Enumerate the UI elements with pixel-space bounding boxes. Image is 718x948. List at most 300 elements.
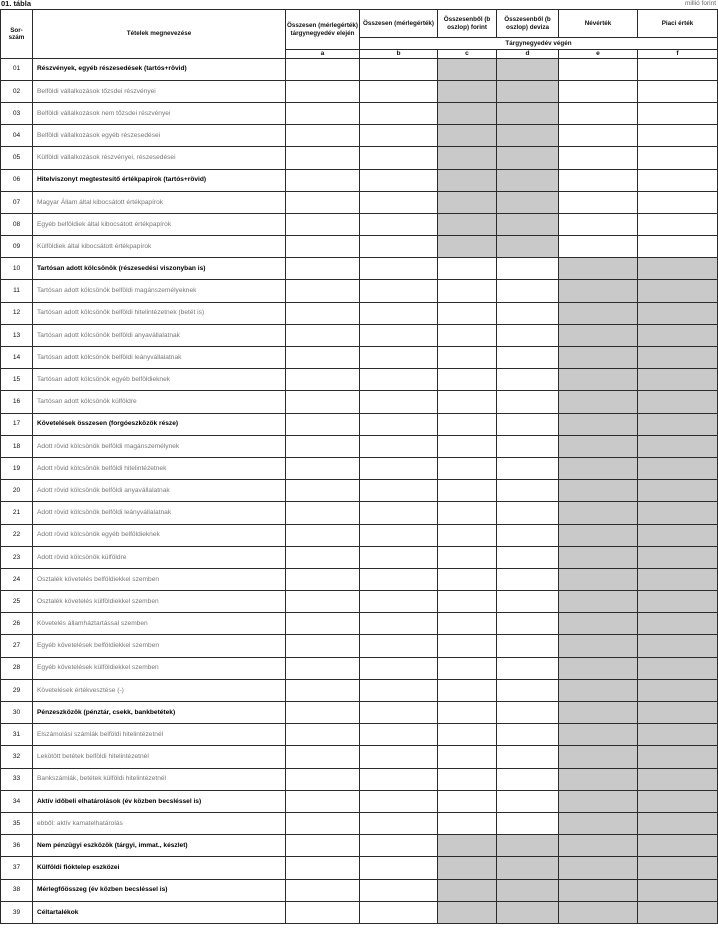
input-cell-e[interactable]	[559, 102, 638, 124]
shaded-cell-c	[438, 102, 497, 124]
input-cell-d[interactable]	[497, 679, 559, 701]
row-label: Tartósan adott kölcsönök egyéb belföldieknek	[33, 369, 286, 391]
table-row	[1, 835, 718, 857]
table-row	[1, 169, 718, 191]
table-row	[1, 857, 718, 879]
input-cell-a[interactable]	[286, 613, 360, 635]
input-cell-b[interactable]	[360, 347, 438, 369]
table-row	[1, 280, 718, 302]
table-row	[1, 457, 718, 479]
letter-a: a	[286, 50, 360, 59]
shaded-cell-f	[638, 857, 718, 879]
shaded-cell-e	[559, 369, 638, 391]
shaded-cell-d	[497, 857, 559, 879]
input-cell-a[interactable]	[286, 568, 360, 590]
table-id: 01. tábla	[1, 0, 32, 8]
input-cell-b[interactable]	[360, 413, 438, 435]
table-row	[1, 147, 718, 169]
shaded-cell-d	[497, 236, 559, 258]
row-number: 34	[1, 790, 33, 812]
input-cell-b[interactable]	[360, 258, 438, 280]
row-number: 03	[1, 102, 33, 124]
input-cell-b[interactable]	[360, 213, 438, 235]
input-cell-d[interactable]	[497, 591, 559, 613]
input-cell-c[interactable]	[438, 702, 497, 724]
input-cell-c[interactable]	[438, 546, 497, 568]
input-cell-d[interactable]	[497, 568, 559, 590]
input-cell-d[interactable]	[497, 812, 559, 834]
shaded-cell-d	[497, 169, 559, 191]
shaded-cell-f	[638, 724, 718, 746]
row-number: 29	[1, 679, 33, 701]
input-cell-a[interactable]	[286, 901, 360, 923]
letter-f: f	[638, 50, 718, 59]
shaded-cell-d	[497, 901, 559, 923]
input-cell-a[interactable]	[286, 102, 360, 124]
row-number: 33	[1, 768, 33, 790]
input-cell-c[interactable]	[438, 435, 497, 457]
shaded-cell-f	[638, 391, 718, 413]
input-cell-b[interactable]	[360, 768, 438, 790]
input-cell-d[interactable]	[497, 480, 559, 502]
input-cell-c[interactable]	[438, 302, 497, 324]
input-cell-a[interactable]	[286, 58, 360, 80]
row-label: Követelések értékvesztése (-)	[33, 679, 286, 701]
input-cell-b[interactable]	[360, 591, 438, 613]
shaded-cell-c	[438, 901, 497, 923]
shaded-cell-e	[559, 435, 638, 457]
input-cell-e[interactable]	[559, 125, 638, 147]
table-row	[1, 369, 718, 391]
row-number: 32	[1, 746, 33, 768]
input-cell-a[interactable]	[286, 391, 360, 413]
table-row	[1, 591, 718, 613]
input-cell-c[interactable]	[438, 613, 497, 635]
input-cell-d[interactable]	[497, 635, 559, 657]
input-cell-a[interactable]	[286, 835, 360, 857]
table-row	[1, 812, 718, 834]
input-cell-e[interactable]	[559, 147, 638, 169]
shaded-cell-c	[438, 879, 497, 901]
row-label: Tartósan adott kölcsönök (részesedési viszonyban is)	[33, 258, 286, 280]
input-cell-a[interactable]	[286, 125, 360, 147]
input-cell-d[interactable]	[497, 502, 559, 524]
shaded-cell-e	[559, 258, 638, 280]
shaded-cell-e	[559, 812, 638, 834]
shaded-cell-c	[438, 58, 497, 80]
table-row	[1, 657, 718, 679]
row-label: Osztalék követelés belföldiekkel szemben	[33, 568, 286, 590]
table-row	[1, 435, 718, 457]
input-cell-a[interactable]	[286, 480, 360, 502]
table-row	[1, 480, 718, 502]
table-row	[1, 613, 718, 635]
shaded-cell-e	[559, 790, 638, 812]
input-cell-e[interactable]	[559, 191, 638, 213]
input-cell-a[interactable]	[286, 546, 360, 568]
row-number: 17	[1, 413, 33, 435]
input-cell-b[interactable]	[360, 102, 438, 124]
input-cell-a[interactable]	[286, 435, 360, 457]
input-cell-b[interactable]	[360, 857, 438, 879]
input-cell-a[interactable]	[286, 147, 360, 169]
shaded-cell-e	[559, 457, 638, 479]
shaded-cell-d	[497, 191, 559, 213]
input-cell-c[interactable]	[438, 391, 497, 413]
row-label: Magyar Állam által kibocsátott értékpapírok	[33, 191, 286, 213]
input-cell-f[interactable]	[638, 213, 718, 235]
input-cell-a[interactable]	[286, 324, 360, 346]
input-cell-a[interactable]	[286, 191, 360, 213]
table-body	[1, 58, 718, 923]
input-cell-e[interactable]	[559, 169, 638, 191]
input-cell-d[interactable]	[497, 347, 559, 369]
input-cell-c[interactable]	[438, 480, 497, 502]
letter-d: d	[497, 50, 559, 59]
row-number: 31	[1, 724, 33, 746]
input-cell-a[interactable]	[286, 502, 360, 524]
table-row	[1, 768, 718, 790]
row-number: 01	[1, 58, 33, 80]
input-cell-b[interactable]	[360, 546, 438, 568]
row-number: 15	[1, 369, 33, 391]
row-number: 22	[1, 524, 33, 546]
shaded-cell-f	[638, 347, 718, 369]
shaded-cell-f	[638, 790, 718, 812]
input-cell-d[interactable]	[497, 457, 559, 479]
shaded-cell-f	[638, 768, 718, 790]
row-number: 14	[1, 347, 33, 369]
input-cell-b[interactable]	[360, 80, 438, 102]
row-number: 23	[1, 546, 33, 568]
table-row	[1, 568, 718, 590]
row-label: Adott rövid kölcsönök külföldre	[33, 546, 286, 568]
input-cell-b[interactable]	[360, 613, 438, 635]
shaded-cell-c	[438, 191, 497, 213]
row-number: 12	[1, 302, 33, 324]
input-cell-d[interactable]	[497, 413, 559, 435]
input-cell-d[interactable]	[497, 302, 559, 324]
input-cell-c[interactable]	[438, 768, 497, 790]
input-cell-b[interactable]	[360, 480, 438, 502]
shaded-cell-f	[638, 679, 718, 701]
input-cell-a[interactable]	[286, 524, 360, 546]
table-row	[1, 702, 718, 724]
input-cell-e[interactable]	[559, 213, 638, 235]
input-cell-c[interactable]	[438, 457, 497, 479]
header-tetelek: Tételek megnevezése	[33, 10, 286, 59]
input-cell-e[interactable]	[559, 80, 638, 102]
input-cell-b[interactable]	[360, 391, 438, 413]
input-cell-d[interactable]	[497, 369, 559, 391]
row-number: 25	[1, 591, 33, 613]
row-label: Belföldi vállalkozások nem tőzsdei részvényei	[33, 102, 286, 124]
input-cell-c[interactable]	[438, 746, 497, 768]
shaded-cell-f	[638, 435, 718, 457]
input-cell-d[interactable]	[497, 790, 559, 812]
row-number: 30	[1, 702, 33, 724]
input-cell-a[interactable]	[286, 702, 360, 724]
input-cell-b[interactable]	[360, 524, 438, 546]
header-col-b: Összesen (mérlegérték)	[360, 10, 438, 38]
input-cell-a[interactable]	[286, 258, 360, 280]
input-cell-a[interactable]	[286, 879, 360, 901]
input-cell-a[interactable]	[286, 790, 360, 812]
input-cell-d[interactable]	[497, 657, 559, 679]
table-row	[1, 258, 718, 280]
row-label: Belföldi vállalkozások egyéb részesedései	[33, 125, 286, 147]
input-cell-a[interactable]	[286, 679, 360, 701]
input-cell-a[interactable]	[286, 857, 360, 879]
input-cell-c[interactable]	[438, 724, 497, 746]
input-cell-a[interactable]	[286, 280, 360, 302]
input-cell-f[interactable]	[638, 236, 718, 258]
input-cell-f[interactable]	[638, 125, 718, 147]
input-cell-c[interactable]	[438, 502, 497, 524]
input-cell-c[interactable]	[438, 324, 497, 346]
row-number: 09	[1, 236, 33, 258]
table-row	[1, 236, 718, 258]
input-cell-d[interactable]	[497, 613, 559, 635]
table-row	[1, 213, 718, 235]
input-cell-b[interactable]	[360, 191, 438, 213]
input-cell-a[interactable]	[286, 657, 360, 679]
input-cell-c[interactable]	[438, 679, 497, 701]
shaded-cell-f	[638, 879, 718, 901]
row-label: Mérlegfőösszeg (év közben becsléssel is)	[33, 879, 286, 901]
letter-c: c	[438, 50, 497, 59]
row-label: Bankszámlák, betétek külföldi hitelintézetnél	[33, 768, 286, 790]
shaded-cell-e	[559, 413, 638, 435]
input-cell-a[interactable]	[286, 302, 360, 324]
input-cell-b[interactable]	[360, 302, 438, 324]
row-number: 20	[1, 480, 33, 502]
input-cell-b[interactable]	[360, 746, 438, 768]
shaded-cell-e	[559, 591, 638, 613]
input-cell-a[interactable]	[286, 635, 360, 657]
input-cell-f[interactable]	[638, 147, 718, 169]
input-cell-f[interactable]	[638, 58, 718, 80]
shaded-cell-e	[559, 835, 638, 857]
input-cell-a[interactable]	[286, 236, 360, 258]
input-cell-c[interactable]	[438, 790, 497, 812]
shaded-cell-e	[559, 724, 638, 746]
row-label: Tartósan adott kölcsönök belföldi hitelintézetnek (betét is)	[33, 302, 286, 324]
header-targynegyedev-vegen: Tárgynegyedév végén	[360, 38, 718, 50]
shaded-cell-e	[559, 879, 638, 901]
header-col-e: Névérték	[559, 10, 638, 38]
input-cell-c[interactable]	[438, 591, 497, 613]
input-cell-d[interactable]	[497, 391, 559, 413]
balance-sheet-table	[0, 9, 718, 924]
input-cell-d[interactable]	[497, 435, 559, 457]
input-cell-a[interactable]	[286, 746, 360, 768]
input-cell-b[interactable]	[360, 280, 438, 302]
input-cell-d[interactable]	[497, 724, 559, 746]
input-cell-a[interactable]	[286, 213, 360, 235]
input-cell-c[interactable]	[438, 280, 497, 302]
table-row	[1, 746, 718, 768]
row-label: Tartósan adott kölcsönök külföldre	[33, 391, 286, 413]
shaded-cell-e	[559, 901, 638, 923]
input-cell-a[interactable]	[286, 457, 360, 479]
input-cell-f[interactable]	[638, 169, 718, 191]
input-cell-b[interactable]	[360, 324, 438, 346]
input-cell-c[interactable]	[438, 568, 497, 590]
input-cell-a[interactable]	[286, 80, 360, 102]
row-label: Tartósan adott kölcsönök belföldi anyavállalatnak	[33, 324, 286, 346]
shaded-cell-f	[638, 546, 718, 568]
row-number: 02	[1, 80, 33, 102]
input-cell-b[interactable]	[360, 657, 438, 679]
row-label: Adott rövid kölcsönök belföldi magánszemélynek	[33, 435, 286, 457]
input-cell-a[interactable]	[286, 591, 360, 613]
input-cell-a[interactable]	[286, 812, 360, 834]
input-cell-c[interactable]	[438, 812, 497, 834]
shaded-cell-d	[497, 835, 559, 857]
input-cell-d[interactable]	[497, 702, 559, 724]
input-cell-d[interactable]	[497, 258, 559, 280]
table-row	[1, 80, 718, 102]
input-cell-a[interactable]	[286, 347, 360, 369]
input-cell-e[interactable]	[559, 58, 638, 80]
shaded-cell-c	[438, 125, 497, 147]
input-cell-a[interactable]	[286, 768, 360, 790]
input-cell-a[interactable]	[286, 369, 360, 391]
row-label: Aktív időbeli elhatárolások (év közben becsléssel is)	[33, 790, 286, 812]
input-cell-a[interactable]	[286, 413, 360, 435]
shaded-cell-f	[638, 657, 718, 679]
input-cell-b[interactable]	[360, 457, 438, 479]
input-cell-c[interactable]	[438, 524, 497, 546]
row-label: Követelés államháztartással szemben	[33, 613, 286, 635]
shaded-cell-f	[638, 702, 718, 724]
row-number: 38	[1, 879, 33, 901]
shaded-cell-d	[497, 879, 559, 901]
row-label: Osztalék követelés külföldiekkel szemben	[33, 591, 286, 613]
header-col-a: Összesen (mérlegérték) tárgynegyedév elején	[286, 10, 360, 50]
shaded-cell-c	[438, 236, 497, 258]
shaded-cell-e	[559, 702, 638, 724]
shaded-cell-f	[638, 635, 718, 657]
header-col-f: Piaci érték	[638, 10, 718, 38]
shaded-cell-e	[559, 857, 638, 879]
shaded-cell-e	[559, 657, 638, 679]
input-cell-c[interactable]	[438, 657, 497, 679]
input-cell-b[interactable]	[360, 635, 438, 657]
input-cell-b[interactable]	[360, 147, 438, 169]
row-number: 05	[1, 147, 33, 169]
input-cell-c[interactable]	[438, 635, 497, 657]
row-label: Adott rövid kölcsönök belföldi leányvállalatnak	[33, 502, 286, 524]
input-cell-b[interactable]	[360, 58, 438, 80]
input-cell-d[interactable]	[497, 280, 559, 302]
input-cell-b[interactable]	[360, 679, 438, 701]
row-number: 21	[1, 502, 33, 524]
input-cell-d[interactable]	[497, 746, 559, 768]
shaded-cell-f	[638, 280, 718, 302]
input-cell-b[interactable]	[360, 835, 438, 857]
shaded-cell-f	[638, 591, 718, 613]
input-cell-f[interactable]	[638, 102, 718, 124]
input-cell-c[interactable]	[438, 258, 497, 280]
row-label: Követelések összesen (forgóeszközök része)	[33, 413, 286, 435]
shaded-cell-e	[559, 613, 638, 635]
input-cell-b[interactable]	[360, 435, 438, 457]
input-cell-d[interactable]	[497, 768, 559, 790]
row-label: Lekötött betétek belföldi hitelintézetnél	[33, 746, 286, 768]
table-row	[1, 391, 718, 413]
input-cell-b[interactable]	[360, 724, 438, 746]
shaded-cell-f	[638, 613, 718, 635]
input-cell-b[interactable]	[360, 901, 438, 923]
row-number: 18	[1, 435, 33, 457]
input-cell-a[interactable]	[286, 169, 360, 191]
table-row	[1, 679, 718, 701]
letter-b: b	[360, 50, 438, 59]
input-cell-d[interactable]	[497, 524, 559, 546]
shaded-cell-f	[638, 480, 718, 502]
input-cell-f[interactable]	[638, 80, 718, 102]
input-cell-b[interactable]	[360, 369, 438, 391]
row-number: 13	[1, 324, 33, 346]
shaded-cell-f	[638, 746, 718, 768]
shaded-cell-f	[638, 568, 718, 590]
row-label: Céltartalékok	[33, 901, 286, 923]
input-cell-d[interactable]	[497, 546, 559, 568]
input-cell-c[interactable]	[438, 413, 497, 435]
input-cell-b[interactable]	[360, 812, 438, 834]
shaded-cell-f	[638, 524, 718, 546]
shaded-cell-e	[559, 302, 638, 324]
header-col-d: Összesenből (b oszlop) deviza	[497, 10, 559, 38]
input-cell-b[interactable]	[360, 790, 438, 812]
shaded-cell-e	[559, 768, 638, 790]
input-cell-c[interactable]	[438, 369, 497, 391]
shaded-cell-f	[638, 258, 718, 280]
input-cell-b[interactable]	[360, 879, 438, 901]
input-cell-a[interactable]	[286, 724, 360, 746]
row-number: 37	[1, 857, 33, 879]
shaded-cell-e	[559, 347, 638, 369]
shaded-cell-f	[638, 302, 718, 324]
shaded-cell-e	[559, 502, 638, 524]
row-number: 24	[1, 568, 33, 590]
input-cell-b[interactable]	[360, 568, 438, 590]
input-cell-b[interactable]	[360, 502, 438, 524]
table-row	[1, 524, 718, 546]
shaded-cell-d	[497, 80, 559, 102]
input-cell-b[interactable]	[360, 169, 438, 191]
row-label: Tartósan adott kölcsönök belföldi leányvállalatnak	[33, 347, 286, 369]
input-cell-b[interactable]	[360, 702, 438, 724]
input-cell-e[interactable]	[559, 236, 638, 258]
input-cell-d[interactable]	[497, 324, 559, 346]
input-cell-b[interactable]	[360, 236, 438, 258]
shaded-cell-e	[559, 324, 638, 346]
table-row	[1, 413, 718, 435]
shaded-cell-c	[438, 857, 497, 879]
shaded-cell-d	[497, 58, 559, 80]
input-cell-b[interactable]	[360, 125, 438, 147]
row-number: 28	[1, 657, 33, 679]
input-cell-f[interactable]	[638, 191, 718, 213]
row-label: Külföldi vállalkozások részvényei, részesedései	[33, 147, 286, 169]
input-cell-c[interactable]	[438, 347, 497, 369]
shaded-cell-f	[638, 835, 718, 857]
row-number: 08	[1, 213, 33, 235]
row-label: Adott rövid kölcsönök egyéb belföldieknek	[33, 524, 286, 546]
